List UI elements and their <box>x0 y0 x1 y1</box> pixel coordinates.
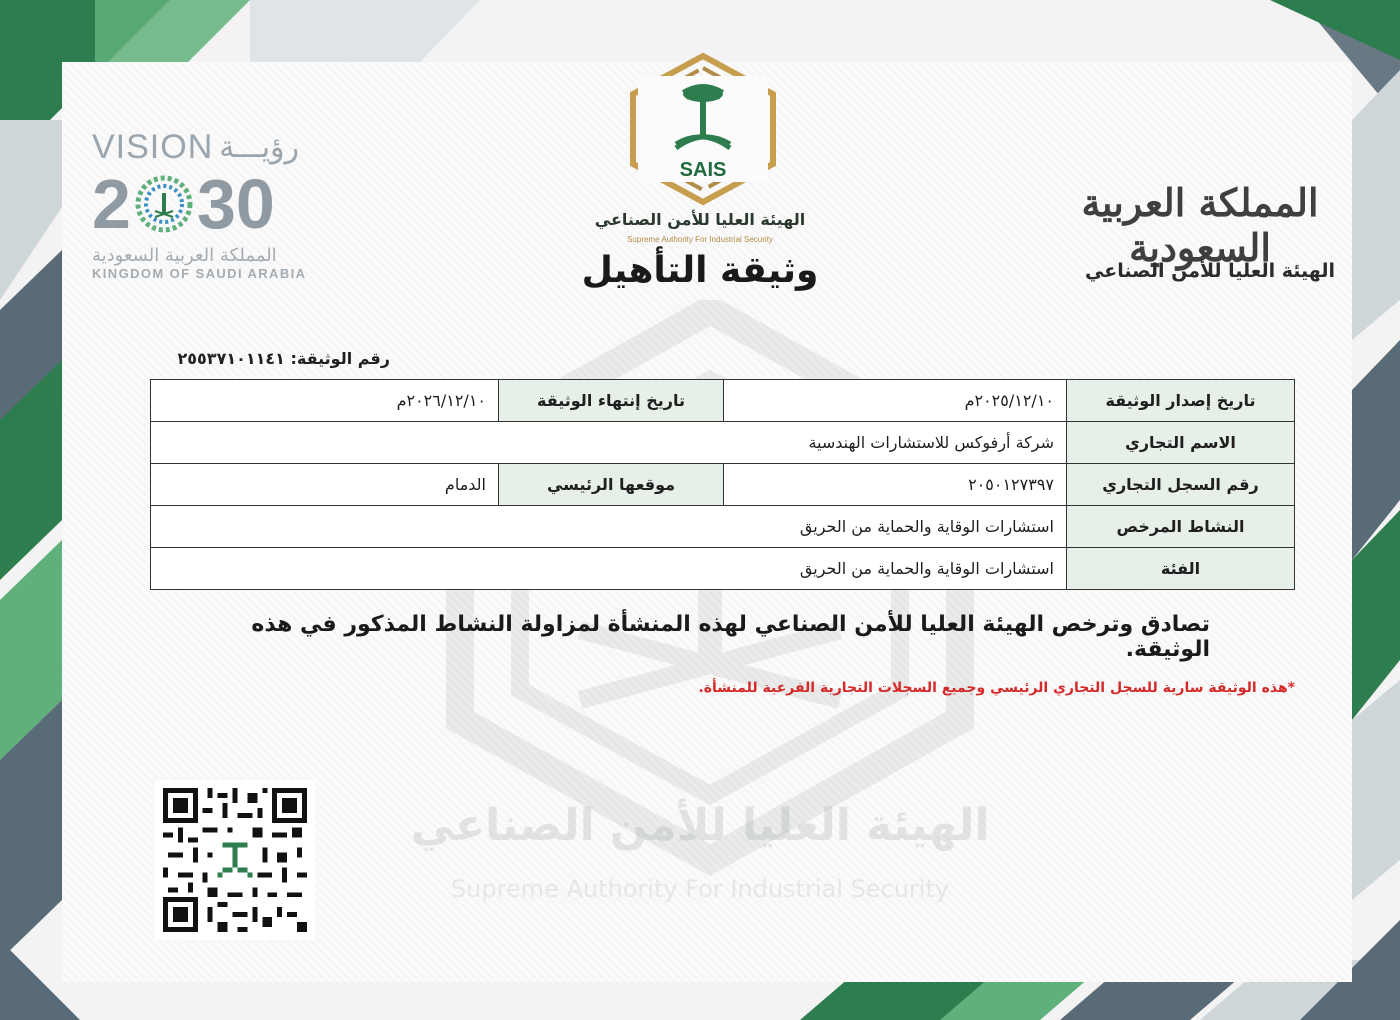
watermark-authority-en-text: Supreme Authority For Industrial Security <box>450 875 950 903</box>
document-number: رقم الوثيقة: ٢٥٥٣٧١٠١١٤١ <box>177 349 390 368</box>
certificate-info-table <box>150 379 1295 590</box>
cr-number-value: ٢٠٥٠١٢٧٣٩٧ <box>724 464 1067 506</box>
trade-name-label: الاسم التجاري <box>1067 422 1295 464</box>
category-value: استشارات الوقاية والحماية من الحريق <box>151 548 1067 590</box>
year-digit-left: 2 <box>92 165 131 243</box>
end-date-label: تاريخ إنتهاء الوثيقة <box>499 380 724 422</box>
table-row <box>151 464 1295 506</box>
sais-abbr: SAIS <box>679 159 727 181</box>
table-row <box>151 506 1295 548</box>
vision-emblem-icon <box>133 173 195 235</box>
approval-statement: تصادق وترخص الهيئة العليا للأمن الصناعي لهذه المنشأة لمزاولة النشاط المذكور في هذه الوثيقة. <box>251 612 1210 662</box>
year-digit-right: 30 <box>196 165 275 243</box>
issue-date-label: تاريخ إصدار الوثيقة <box>1067 380 1295 422</box>
vision-year <box>92 165 332 243</box>
activity-label: النشاط المرخص <box>1067 506 1295 548</box>
end-date-value: ٢٠٢٦/١٢/١٠م <box>151 380 499 422</box>
table-row <box>151 422 1295 464</box>
vision-kingdom-en: KINGDOM OF SAUDI ARABIA <box>92 266 307 281</box>
issue-date-value: ٢٠٢٥/١٢/١٠م <box>724 380 1067 422</box>
sais-name-ar: الهيئة العليا للأمن الصناعي <box>594 210 806 229</box>
document-title: وثيقة التأهيل <box>581 250 819 291</box>
table-row <box>151 380 1295 422</box>
validity-note: *هذه الوثيقة سارية للسجل التجاري الرئيسي وجميع السجلات التجارية الفرعية للمنشأة. <box>698 680 1295 696</box>
vision-2030-logo <box>92 128 332 293</box>
vision-en-text: VISION <box>92 128 214 166</box>
trade-name-value: شركة أرفوكس للاستشارات الهندسية <box>151 422 1067 464</box>
activity-value: استشارات الوقاية والحماية من الحريق <box>151 506 1067 548</box>
vision-ar-text: رؤيـــة <box>219 130 300 165</box>
watermark-authority-text: الهيئة العليا للأمن الصناعي <box>410 800 990 851</box>
cr-number-label: رقم السجل التجاري <box>1067 464 1295 506</box>
authority-name: الهيئة العليا للأمن الصناعي <box>1085 260 1335 282</box>
kingdom-calligraphy: المملكة العربية السعودية <box>1081 180 1319 270</box>
sais-logo-icon <box>618 52 788 207</box>
qr-code[interactable] <box>155 780 315 940</box>
vision-kingdom-ar: المملكة العربية السعودية <box>92 245 277 266</box>
qr-code-icon <box>163 788 307 932</box>
sais-name-en: Supreme Authority For Industrial Security <box>627 235 773 244</box>
location-label: موقعها الرئيسي <box>499 464 724 506</box>
location-value: الدمام <box>151 464 499 506</box>
category-label: الفئة <box>1067 548 1295 590</box>
table-row <box>151 548 1295 590</box>
